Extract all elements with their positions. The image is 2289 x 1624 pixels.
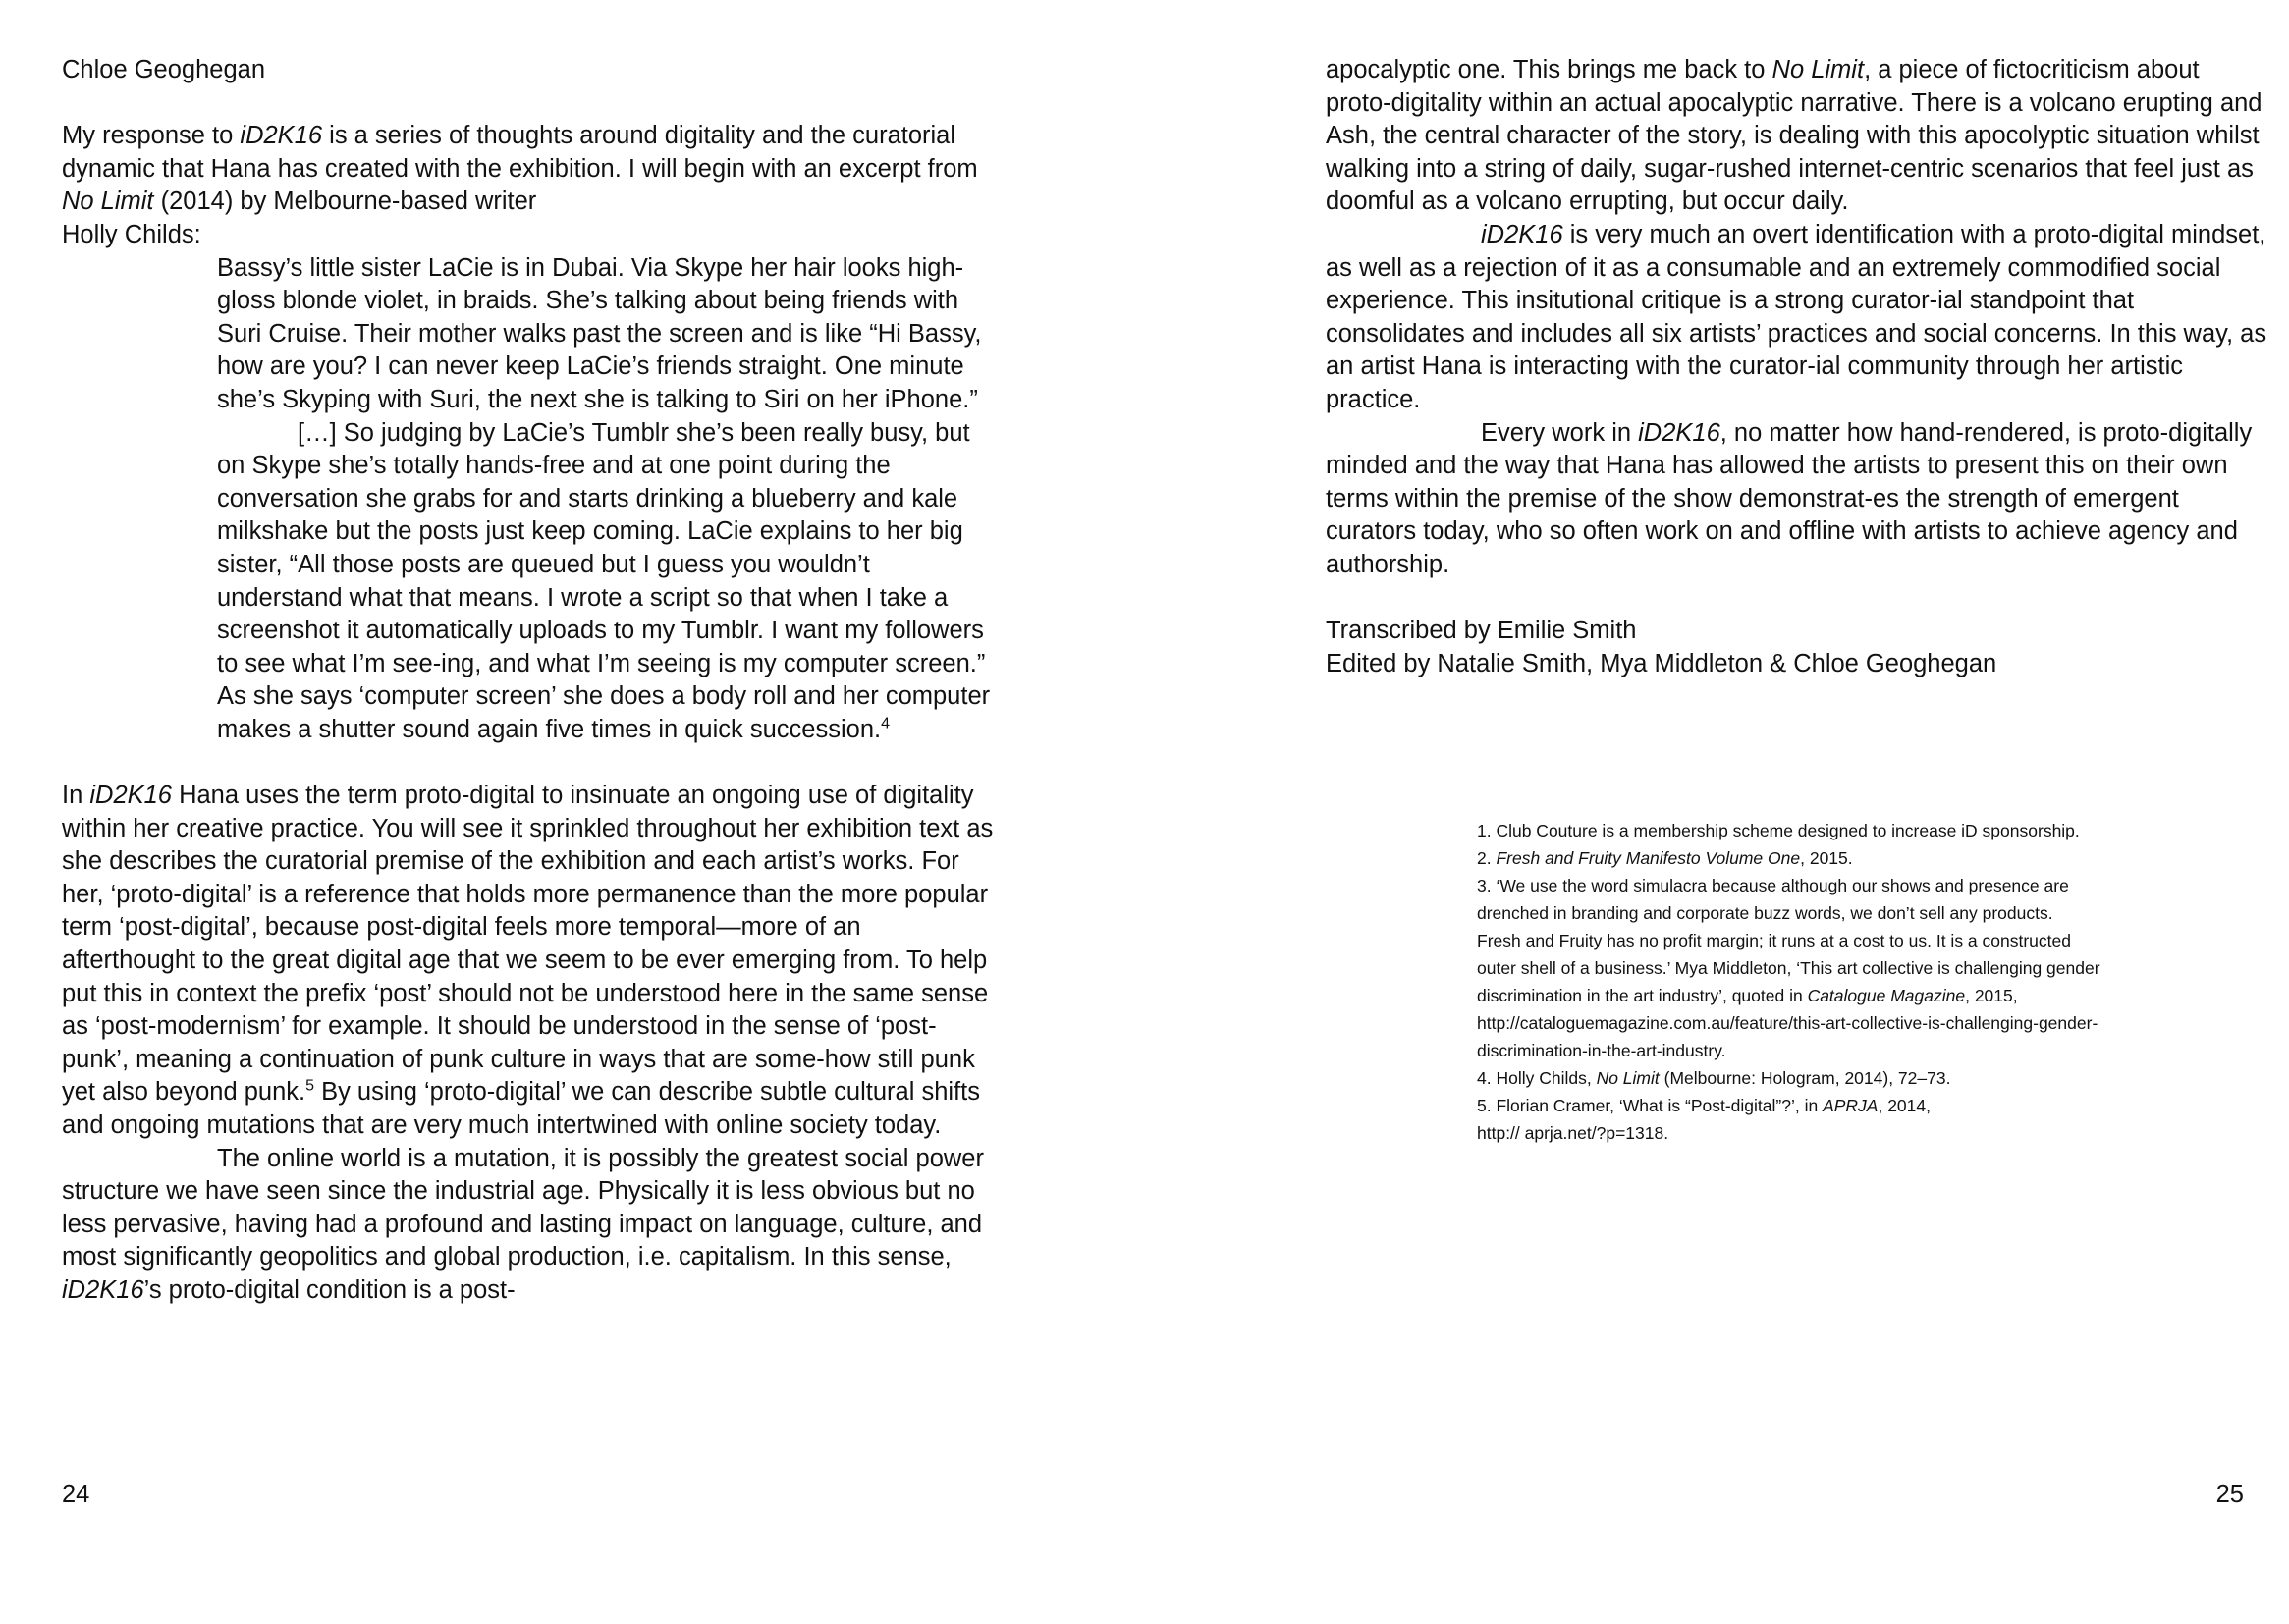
footnote-text: discrimination in the art industry’, quoted in xyxy=(1477,986,1808,1005)
footnote-3-line xyxy=(1477,982,2243,1009)
intro-text: Holly Childs: xyxy=(62,220,201,248)
page-number: 24 xyxy=(62,1481,90,1508)
quote-paragraph xyxy=(217,417,993,747)
body-paragraph xyxy=(1326,54,2268,219)
footnote-3-url: http://cataloguemagazine.com.au/feature/this-art-collective-is-challenging-gender- xyxy=(1477,1013,2098,1033)
intro-title: iD2K16 xyxy=(240,122,323,150)
footnote-text: 5. Florian Cramer, ‘What is “Post-digital”?’, in xyxy=(1477,1096,1824,1115)
body-paragraph xyxy=(1326,417,2268,582)
intro-book-title: No Limit xyxy=(62,188,154,216)
footnote-text: 4. Holly Childs, xyxy=(1477,1068,1597,1088)
body-paragraph xyxy=(1326,219,2268,417)
paragraph-text: apocalyptic one. This brings me back to xyxy=(1326,56,1772,83)
footnote-3-url: discrimination-in-the-art-industry. xyxy=(1477,1041,1726,1060)
spacer xyxy=(1326,582,2268,616)
footnote-text: 2. xyxy=(1477,848,1497,868)
credit-transcribed: Transcribed by Emilie Smith xyxy=(1326,617,1637,645)
exhibition-title: iD2K16 xyxy=(62,1275,144,1304)
body-paragraph xyxy=(62,1143,995,1308)
paragraph-text: ’s proto-digital condition is a post- xyxy=(143,1275,516,1304)
right-text-column xyxy=(1326,54,2268,680)
intro-text: is a series of thoughts around digitality and the curatorial dynamic that Hana has created with the exhibition. I will begin with an excerpt from xyxy=(62,122,978,183)
spacer xyxy=(62,87,995,121)
exhibition-title: iD2K16 xyxy=(89,782,172,810)
exhibition-title: iD2K16 xyxy=(1481,220,1563,248)
footnote-3-line: Fresh and Fruity has no profit margin; it runs at a cost to us. It is a constructed xyxy=(1477,931,2071,950)
paragraph-text: In xyxy=(62,782,90,810)
footnote-3-line: 3. ‘We use the word simulacra because although our shows and presence are xyxy=(1477,876,2069,895)
footnote-1: 1. Club Couture is a membership scheme designed to increase iD sponsorship. xyxy=(1477,821,2080,840)
footnote-ref: 5 xyxy=(305,1077,314,1095)
footnote-3-line: outer shell of a business.’ Mya Middleton, ‘This art collective is challenging gender xyxy=(1477,958,2100,978)
footnote-title: No Limit xyxy=(1596,1068,1660,1088)
footnote-3-line: drenched in branding and corporate buzz words, we don’t sell any products. xyxy=(1477,903,2053,923)
footnote-text: , 2015. xyxy=(1800,848,1853,868)
footnote-text: , 2015, xyxy=(1965,986,2018,1005)
body-paragraph xyxy=(62,780,995,1143)
paragraph-text: is very much an overt identification with a proto-digital mindset, as well as a rejection of it as a consumable and an extremely commodified social experience. This insitutional critique is a strong curator-ial standpoint that consolidates and includes all six artists’ practices and social concerns. In this way, as an artist Hana is interacting with the curator-ial community through her artistic practice. xyxy=(1326,220,2267,413)
quote-text: […] So judging by LaCie’s Tumblr she’s been really busy, but on Skype she’s totally hands-free and at one point during the conversation she grabs for and starts drinking a blueberry and kale milkshake but the posts just keep coming. LaCie explains to her big sister, “All those posts are queued but I guess you wouldn’t understand what that means. I wrote a script so that when I take a screenshot it automatically uploads to my Tumblr. I want my followers to see what I’m see-ing, and what I’m seeing is my computer screen.” As she says ‘computer screen’ she does a body roll and her computer makes a shutter sound again five times in quick succession. xyxy=(217,418,991,743)
exhibition-title: iD2K16 xyxy=(1638,418,1720,447)
footnote-4 xyxy=(1477,1064,2243,1092)
footnote-5 xyxy=(1477,1092,2243,1119)
page-number: 25 xyxy=(2215,1481,2244,1508)
paragraph-text: , a piece of fictocriticism about proto-digitality within an actual apocalyptic narrative. There is a volcano erupting and Ash, the central character of the story, is dealing with this apocolyptic situation whilst walking into a string of daily, sugar-rushed internet-centric scenarios that feel just as doomful as a volcano errupting, but occur daily. xyxy=(1326,56,2262,216)
footnotes xyxy=(1477,817,2243,1147)
paragraph-text: The online world is a mutation, it is possibly the greatest social power structure we have seen since the industrial age. Physically it is less obvious but no less pervasive, having had a profound and lasting impact on language, culture, and most significantly geopolitics and global production, i.e. capitalism. In this sense, xyxy=(62,1144,984,1272)
paragraph-text: Hana uses the term proto-digital to insinuate an ongoing use of digitality within her creative practice. You will see it sprinkled throughout her exhibition text as she describes the curatorial premise of the exhibition and each artist’s works. For her, ‘proto-digital’ is a reference that holds more permanence than the more popular term ‘post-digital’, because post-digital feels more temporal—more of an afterthought to the great digital age that we seem to be ever emerging from. To help put this in context the prefix ‘post’ should not be understood here in the same sense as ‘post-modernism’ for example. It should be understood in the sense of ‘post-punk’, meaning a continuation of punk culture in ways that are some-how still punk yet also beyond punk. xyxy=(62,782,994,1107)
spacer xyxy=(62,746,995,780)
paragraph-text: Every work in xyxy=(1481,418,1639,447)
footnote-5-url: http:// aprja.net/?p=1318. xyxy=(1477,1123,1669,1143)
footnote-text: (Melbourne: Hologram, 2014), 72–73. xyxy=(1659,1068,1951,1088)
footnote-title: Catalogue Magazine xyxy=(1807,986,1966,1005)
left-page xyxy=(0,0,1144,1624)
footnote-2 xyxy=(1477,844,2243,872)
footnote-title: APRJA xyxy=(1823,1096,1879,1115)
intro-text: My response to xyxy=(62,122,241,150)
quote-paragraph: Bassy’s little sister LaCie is in Dubai. Via Skype her hair looks high-gloss blonde violet, in braids. She’s talking about being friends with Suri Cruise. Their mother walks past the screen and is like “Hi Bassy, how are you? I can never keep LaCie’s friends straight. One minute she’s Skyping with Suri, the next she is talking to Siri on her iPhone.” xyxy=(217,253,982,413)
right-page xyxy=(1145,0,2289,1624)
footnote-ref: 4 xyxy=(881,715,890,732)
intro-text: (2014) by Melbourne-based writer xyxy=(153,188,537,216)
footnote-title: Fresh and Fruity Manifesto Volume One xyxy=(1496,848,1801,868)
author-name: Chloe Geoghegan xyxy=(62,56,266,83)
credit-edited: Edited by Natalie Smith, Mya Middleton & Chloe Geoghegan xyxy=(1326,649,1997,677)
paragraph-text: By using ‘proto-digital’ we can describe subtle cultural shifts and ongoing mutations that are very much intertwined with online society today. xyxy=(62,1078,980,1139)
book-title: No Limit xyxy=(1771,56,1865,83)
paragraph-text: , no matter how hand-rendered, is proto-digitally minded and the way that Hana has allowed the artists to present this on their own terms within the premise of the show demonstrat-es the strength of emergent curators today, who so often work on and offline with artists to achieve agency and authorship. xyxy=(1326,418,2253,578)
footnote-text: , 2014, xyxy=(1878,1096,1931,1115)
block-quote xyxy=(217,252,993,747)
intro-paragraph xyxy=(62,120,995,251)
left-text-column xyxy=(62,54,995,1308)
